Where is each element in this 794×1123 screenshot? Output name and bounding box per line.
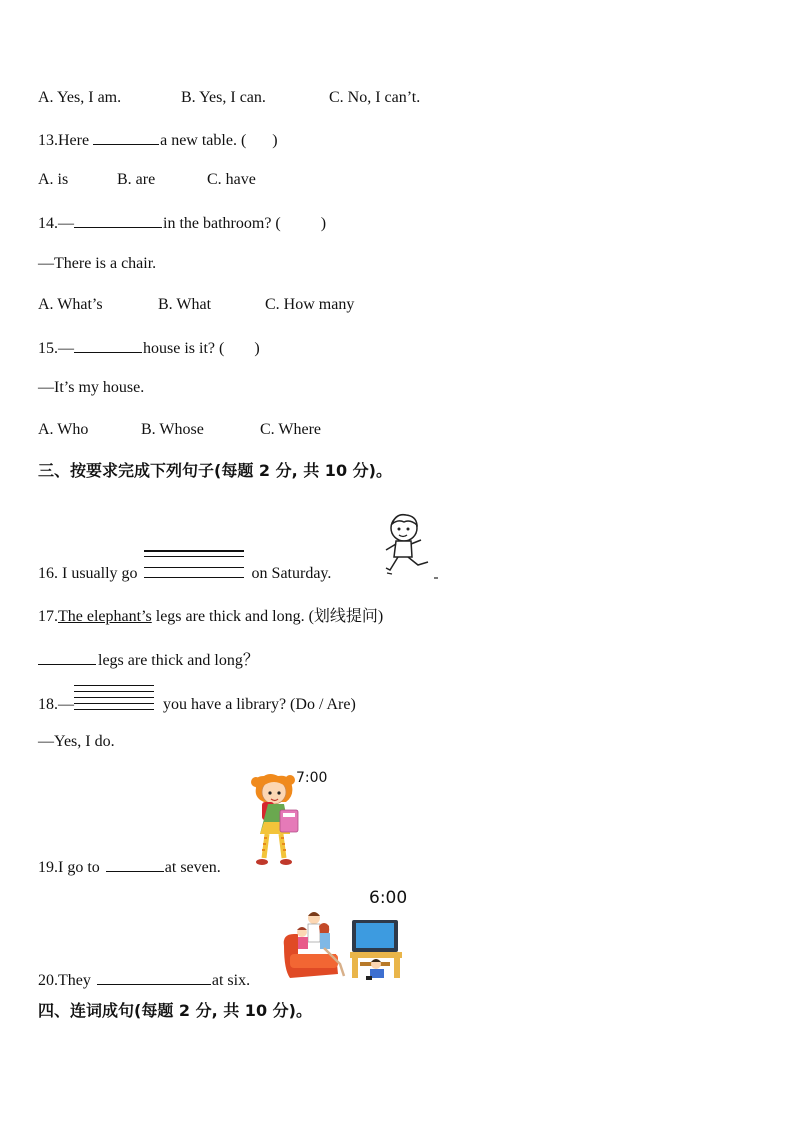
- q15-blank[interactable]: [74, 337, 142, 353]
- q19-question: [38, 856, 221, 878]
- q14-option-b: B. What: [158, 296, 212, 313]
- q18-answer: —Yes, I do.: [38, 733, 115, 750]
- q13-option-c: C. have: [207, 171, 256, 188]
- q15-options: [38, 420, 321, 440]
- q18-question: [38, 695, 356, 715]
- q15-option-b: B. Whose: [141, 421, 204, 438]
- q13-blank[interactable]: [93, 129, 159, 145]
- q14-prefix: 14.—: [38, 215, 74, 232]
- q18-writing-lines[interactable]: [74, 695, 154, 715]
- section-3-heading: 三、按要求完成下列句子(每题 2 分, 共 10 分)。: [38, 461, 392, 480]
- q14-answer: —There is a chair.: [38, 255, 157, 272]
- q15-suffix: house is it? (: [143, 340, 225, 357]
- q20-time-label: 6:00: [369, 888, 408, 908]
- running-boy-picture: [384, 510, 440, 580]
- q15-option-a: A. Who: [38, 421, 89, 438]
- q13-suffix: a new table. (: [160, 132, 247, 149]
- q14-close: ): [320, 215, 327, 232]
- q14-option-c: C. How many: [265, 296, 355, 313]
- q17-underlined-phrase: The elephant’s: [58, 608, 152, 625]
- family-watching-tv-picture: [280, 910, 408, 982]
- q13-prefix: 13.Here: [38, 132, 90, 149]
- q14-option-a: A. What’s: [38, 296, 103, 313]
- q14-suffix: in the bathroom? (: [163, 215, 281, 232]
- q20-prefix: 20.They: [38, 972, 91, 989]
- q13-options: [38, 170, 256, 190]
- q12-option-b: B. Yes, I can.: [181, 89, 266, 106]
- q16-question: [38, 564, 331, 584]
- q16-prefix: 16. I usually go: [38, 565, 138, 582]
- q20-blank[interactable]: [97, 969, 211, 985]
- q15-question: [38, 337, 260, 359]
- q16-writing-lines[interactable]: [144, 564, 244, 584]
- q20-question: [38, 969, 250, 991]
- q15-option-c: C. Where: [260, 421, 322, 438]
- q14-options: [38, 295, 354, 315]
- q17-answer-suffix: legs are thick and long？: [98, 652, 259, 669]
- q19-time-label: 7:00: [296, 770, 328, 786]
- q14-blank[interactable]: [74, 212, 162, 228]
- q20-suffix: at six.: [211, 972, 251, 989]
- q13-question: [38, 129, 278, 151]
- q13-option-b: B. are: [117, 171, 156, 188]
- q16-suffix: on Saturday.: [251, 565, 332, 582]
- q15-answer: —It’s my house.: [38, 379, 145, 396]
- girl-with-book-picture: [250, 772, 302, 870]
- q19-prefix: 19.I go to: [38, 859, 100, 876]
- q15-close: ): [254, 340, 260, 357]
- section-4-heading: 四、连词成句(每题 2 分, 共 10 分)。: [38, 1001, 312, 1020]
- q18-suffix: you have a library? (Do / Are): [163, 696, 356, 713]
- q12-option-c: C. No, I can’t.: [329, 89, 421, 106]
- q17-number: 17.: [38, 608, 58, 625]
- q13-close: ): [272, 132, 278, 149]
- q19-blank[interactable]: [106, 856, 164, 872]
- q12-option-a: A. Yes, I am.: [38, 89, 122, 106]
- q19-suffix: at seven.: [164, 859, 221, 876]
- q12-options: [38, 88, 420, 108]
- q15-prefix: 15.—: [38, 340, 74, 357]
- q17-answer-line: [38, 649, 259, 671]
- q18-prefix: 18.—: [38, 696, 74, 713]
- q17-question: [38, 607, 383, 627]
- q14-question: [38, 212, 326, 234]
- q13-option-a: A. is: [38, 171, 69, 188]
- q17-rest: legs are thick and long. (划线提问): [151, 608, 384, 625]
- q17-blank[interactable]: [38, 649, 96, 665]
